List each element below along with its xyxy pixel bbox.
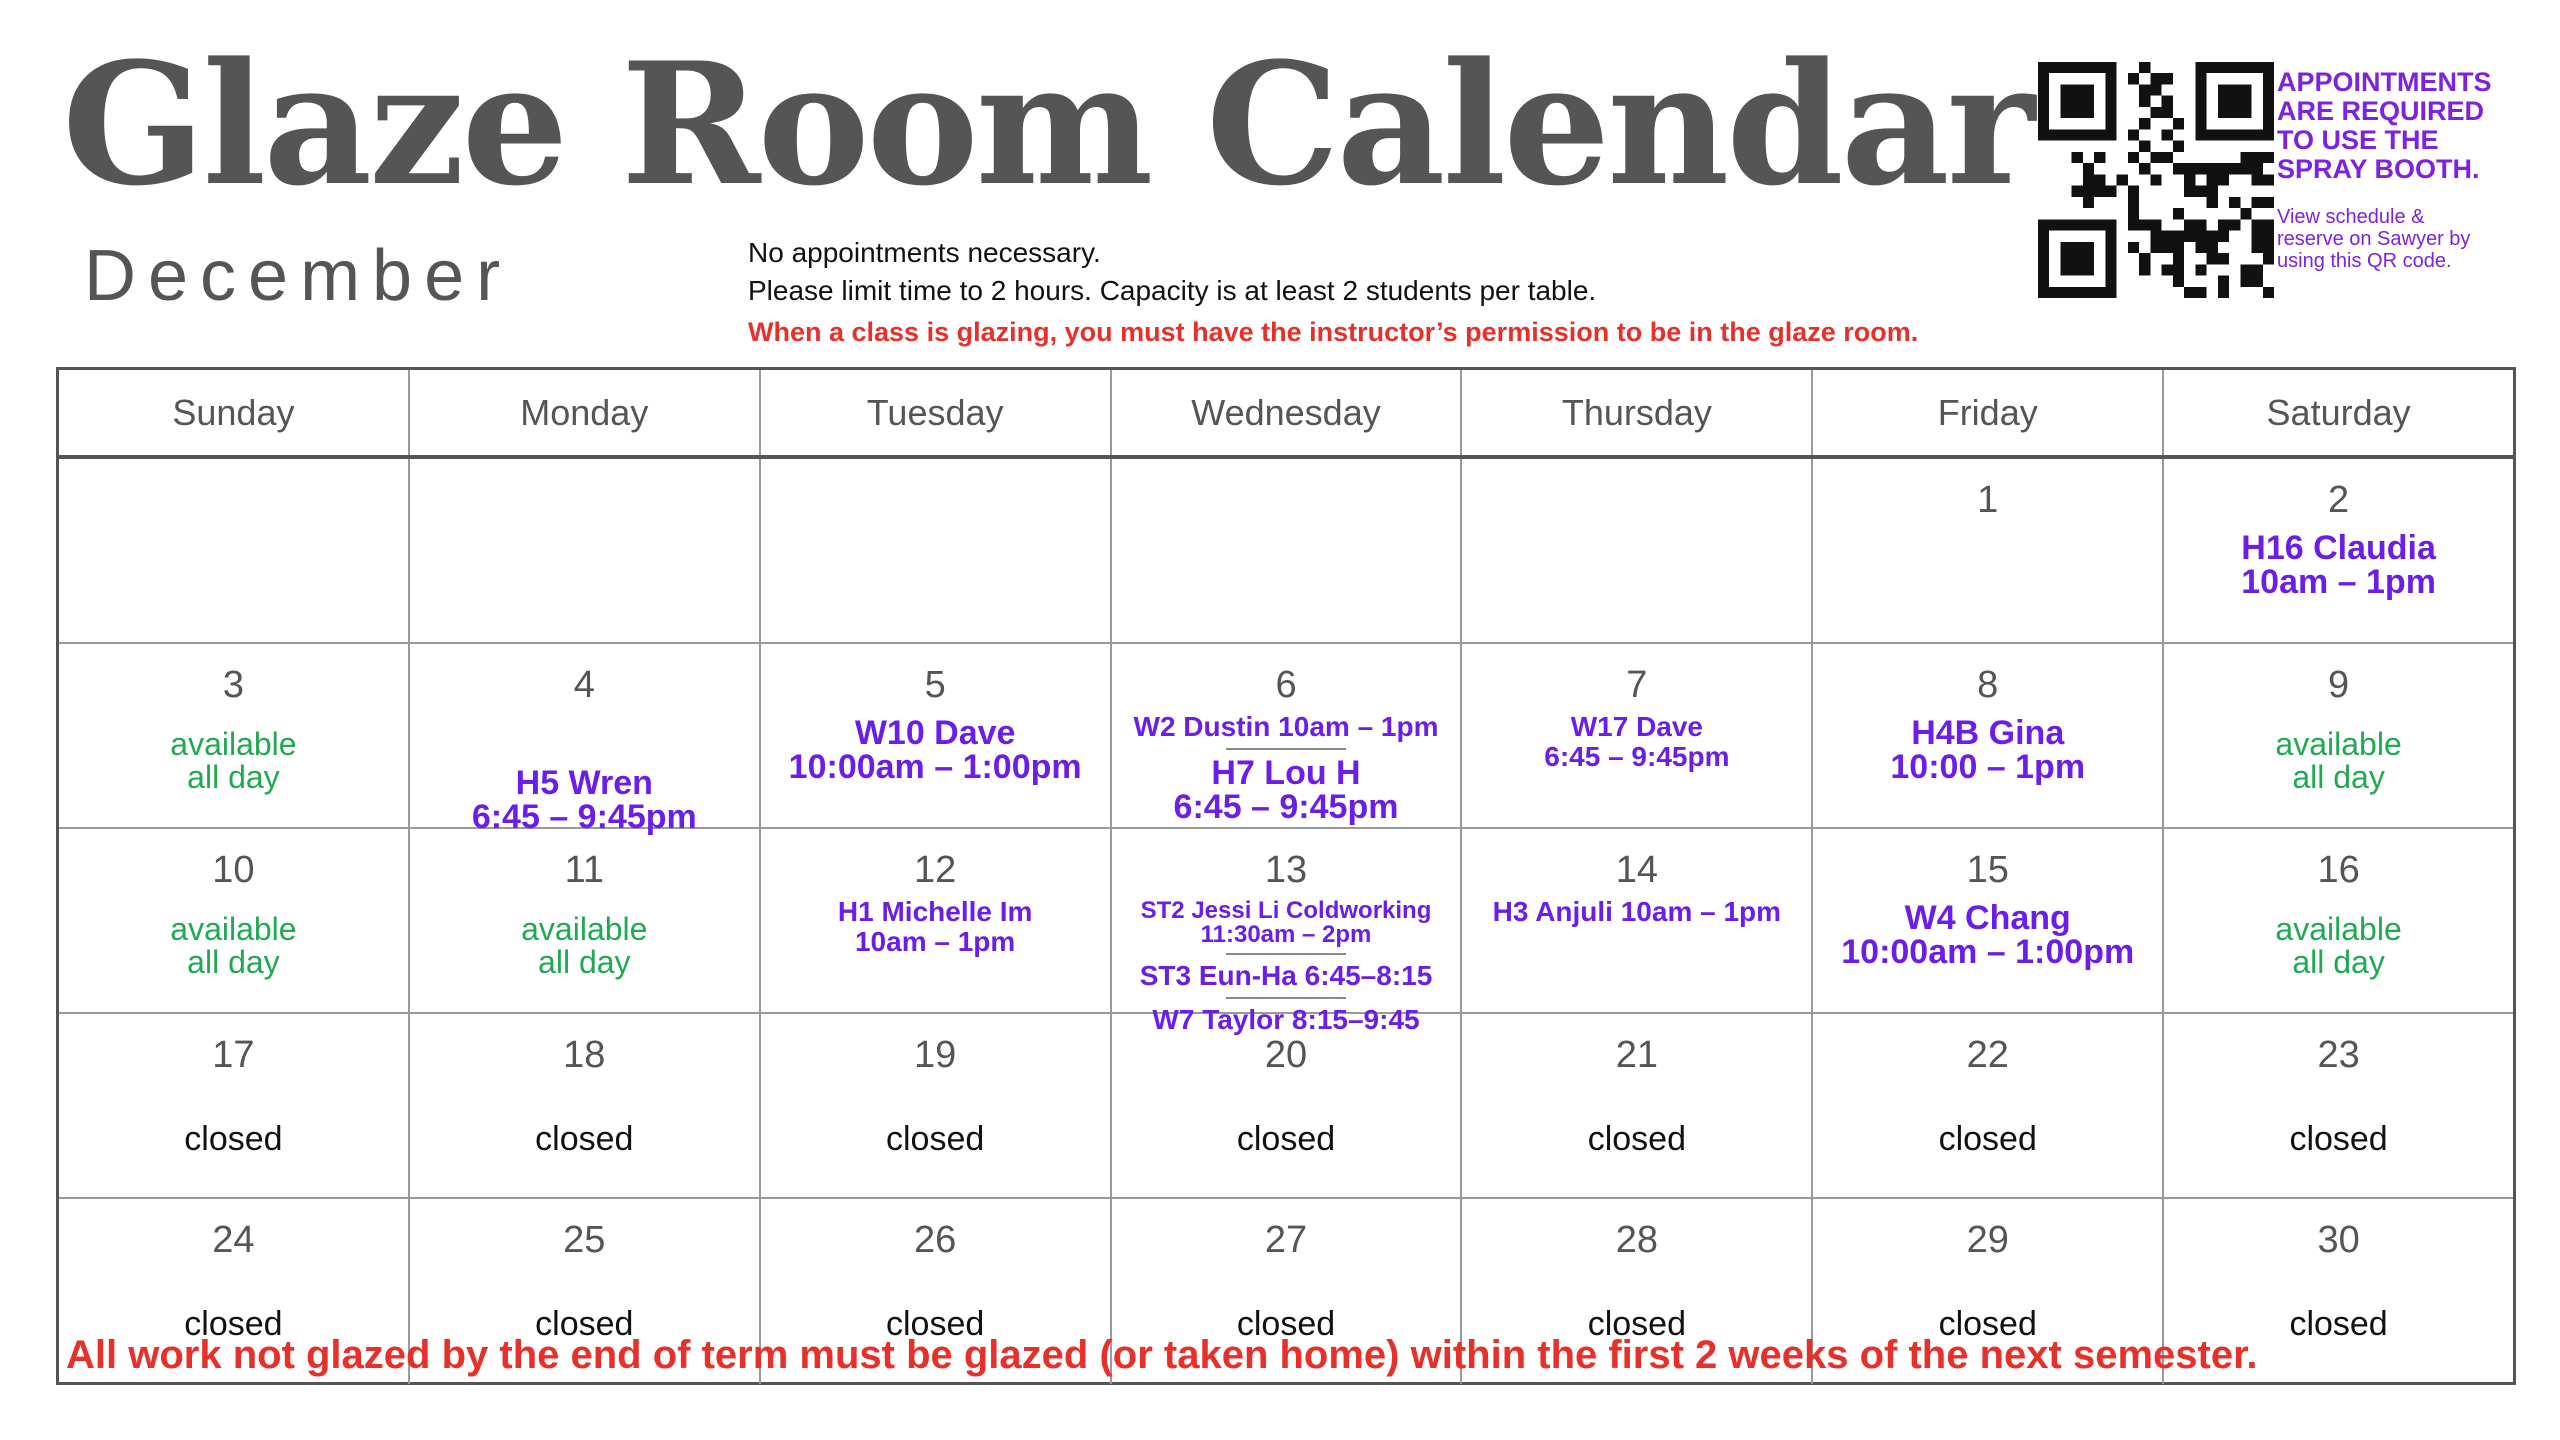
day-cell	[2164, 829, 2513, 1012]
event-line: H7 Lou H	[1211, 754, 1361, 792]
weekday-saturday: Saturday	[2266, 392, 2411, 433]
day-cell	[2164, 459, 2513, 642]
day-number: 7	[1626, 664, 1648, 706]
calendar-week	[59, 644, 2513, 836]
weekday-monday: Monday	[410, 370, 761, 455]
day-number: 8	[1977, 664, 1999, 706]
weekday-wednesday: Wednesday	[1112, 370, 1463, 455]
instructor-warning: When a class is glazing, you must have the instructor’s permission to be in the glaze room.	[748, 317, 1919, 347]
day-number: 27	[1264, 1219, 1308, 1261]
closed-label: closed	[2289, 1305, 2388, 1343]
qr-code-icon[interactable]	[2037, 62, 2275, 298]
weekday-sunday: Sunday	[59, 370, 410, 455]
event-line: H16 Claudia	[2241, 529, 2436, 567]
day-cell	[410, 644, 761, 836]
calendar-week	[59, 1014, 2513, 1199]
day-number: 15	[1966, 849, 2009, 891]
event-line: ST3 Eun-Ha 6:45–8:15	[1139, 960, 1433, 991]
closed-label: closed	[1938, 1305, 2037, 1343]
closed-label: closed	[184, 1120, 283, 1158]
day-number: 13	[1264, 849, 1308, 891]
day-number: 23	[2317, 1034, 2360, 1076]
day-cell	[59, 1014, 410, 1197]
day-number: 28	[1615, 1219, 1658, 1261]
availability-label: all day	[187, 759, 280, 795]
availability-label: available	[521, 911, 648, 947]
event-line: 6:45 – 9:45pm	[1173, 788, 1399, 826]
event-line: 10am – 1pm	[854, 926, 1016, 957]
event-line: 10:00 – 1pm	[1890, 748, 2086, 786]
day-cell	[1462, 1014, 1813, 1197]
day-cell	[1112, 829, 1463, 1035]
day-number: 18	[563, 1034, 606, 1076]
day-number: 5	[924, 664, 946, 706]
availability-label: all day	[2292, 944, 2385, 980]
note-line: Please limit time to 2 hours. Capacity is at least 2 students per table.	[748, 275, 1597, 306]
day-number: 22	[1966, 1034, 2009, 1076]
day-cell	[2164, 644, 2513, 827]
day-cell	[410, 459, 761, 642]
day-number: 1	[1977, 479, 1999, 521]
day-number: 29	[1966, 1219, 2009, 1261]
calendar-weeks	[59, 459, 2513, 1384]
day-cell	[761, 459, 1112, 642]
day-number: 14	[1615, 849, 1658, 891]
event-line: H4B Gina	[1911, 714, 2065, 752]
day-number	[1462, 481, 1811, 521]
day-cell	[59, 644, 410, 827]
event-line: W4 Chang	[1904, 899, 2071, 937]
day-number: 20	[1264, 1034, 1308, 1076]
weekday-friday: Friday	[1813, 370, 2164, 455]
event-line: H3 Anjuli 10am – 1pm	[1492, 896, 1782, 927]
calendar-grid	[56, 367, 2516, 1385]
day-number	[1112, 481, 1461, 521]
day-number: 19	[914, 1034, 957, 1076]
day-cell	[410, 1014, 761, 1197]
closed-label: closed	[886, 1305, 985, 1343]
day-number: 17	[212, 1034, 255, 1076]
event-divider	[1226, 953, 1346, 955]
month-label: December	[84, 236, 513, 316]
event-line: W10 Dave	[854, 714, 1016, 752]
day-cell	[761, 829, 1112, 1012]
calendar-week	[59, 829, 2513, 1035]
day-cell	[1813, 644, 2164, 827]
weekday-tuesday: Tuesday	[761, 370, 1112, 455]
spray-info-line: reserve on Sawyer by	[2277, 228, 2471, 250]
availability-label: all day	[187, 944, 280, 980]
event-line: H1 Michelle Im	[837, 896, 1033, 927]
day-cell	[1112, 1014, 1463, 1197]
event-line: 10:00am – 1:00pm	[788, 748, 1082, 786]
weekday-header	[59, 370, 2513, 459]
day-cell	[1462, 829, 1813, 1012]
day-cell	[410, 829, 761, 1012]
availability-label: available	[2275, 911, 2402, 947]
footer-warning: All work not glazed by the end of term must be glazed (or taken home) within the first 2 weeks of the next semester.	[66, 1333, 2258, 1377]
day-number: 3	[222, 664, 244, 706]
notes	[748, 234, 2048, 351]
day-cell	[1462, 644, 1813, 827]
spray-info-line: View schedule &	[2277, 206, 2425, 228]
day-cell	[1813, 829, 2164, 1012]
day-cell	[1112, 644, 1463, 827]
spray-booth-notice	[2277, 68, 2527, 272]
day-number	[59, 481, 408, 521]
availability-label: available	[170, 911, 297, 947]
event-line: ST2 Jessi Li Coldworking	[1140, 897, 1432, 924]
day-number: 10	[212, 849, 255, 891]
day-cell	[59, 459, 410, 642]
closed-label: closed	[1587, 1120, 1686, 1158]
availability-label: all day	[2292, 759, 2385, 795]
availability-label: available	[2275, 726, 2402, 762]
event-divider	[1226, 997, 1346, 999]
availability-label: available	[170, 726, 297, 762]
event-line: W7 Taylor 8:15–9:45	[1152, 1004, 1420, 1035]
day-cell	[1462, 459, 1813, 642]
day-number: 24	[212, 1219, 255, 1261]
spray-required-line: TO USE THE	[2277, 125, 2439, 155]
day-number: 26	[914, 1219, 957, 1261]
day-cell	[59, 829, 410, 1012]
event-line: 11:30am – 2pm	[1200, 921, 1372, 948]
day-number: 12	[914, 849, 957, 891]
day-cell	[1813, 1014, 2164, 1197]
day-number: 11	[564, 849, 605, 891]
day-cell	[2164, 1014, 2513, 1197]
closed-label: closed	[2289, 1120, 2388, 1158]
day-number: 9	[2328, 664, 2350, 706]
day-number: 6	[1275, 664, 1297, 706]
availability-label: all day	[538, 944, 631, 980]
closed-label: closed	[1236, 1120, 1336, 1158]
weekday-thursday: Thursday	[1462, 370, 1813, 455]
day-number	[761, 481, 1110, 521]
event-line: 6:45 – 9:45pm	[1544, 741, 1730, 772]
day-number: 25	[563, 1219, 606, 1261]
closed-label: closed	[886, 1120, 985, 1158]
day-cell	[761, 644, 1112, 827]
spray-required-line: SPRAY BOOTH.	[2277, 154, 2480, 184]
closed-label: closed	[184, 1305, 283, 1343]
day-cell	[1112, 459, 1463, 642]
day-number	[410, 481, 759, 521]
closed-label: closed	[535, 1305, 634, 1343]
closed-label: closed	[1587, 1305, 1686, 1343]
event-line: W17 Dave	[1570, 711, 1704, 742]
event-line: 10:00am – 1:00pm	[1841, 933, 2135, 971]
spray-required-line: ARE REQUIRED	[2277, 96, 2485, 126]
calendar-week	[59, 459, 2513, 644]
page-title: Glaze Room Calendar	[62, 25, 2033, 223]
spray-required-line: APPOINTMENTS	[2277, 67, 2492, 97]
day-number: 21	[1615, 1034, 1658, 1076]
event-line: W2 Dustin 10am – 1pm	[1133, 711, 1439, 742]
event-line: 6:45 – 9:45pm	[471, 798, 697, 836]
closed-label: closed	[1236, 1305, 1336, 1343]
note-line: No appointments necessary.	[748, 237, 1101, 268]
closed-label: closed	[535, 1120, 634, 1158]
day-number: 4	[573, 664, 595, 706]
event-line: 10am – 1pm	[2241, 563, 2436, 601]
event-divider	[1226, 748, 1346, 750]
event-line: H5 Wren	[515, 764, 653, 802]
day-cell	[1813, 459, 2164, 642]
day-cell	[761, 1014, 1112, 1197]
day-number: 16	[2317, 849, 2360, 891]
day-number: 30	[2317, 1219, 2360, 1261]
closed-label: closed	[1938, 1120, 2037, 1158]
spray-info-line: using this QR code.	[2277, 250, 2452, 272]
day-number: 2	[2328, 479, 2350, 521]
